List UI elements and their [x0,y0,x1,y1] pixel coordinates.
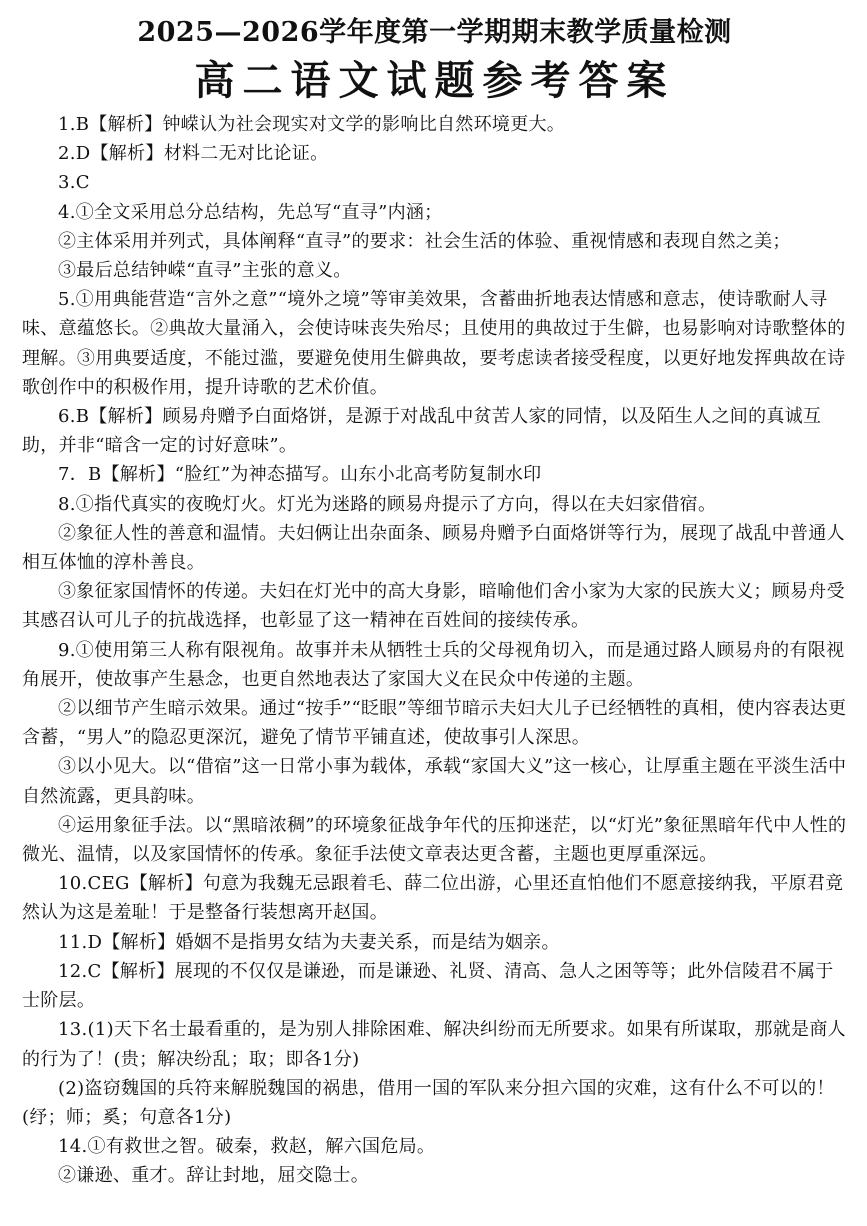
answer-14-point-2: ②谦逊、重才。辞让封地，屈交隐士。 [58,1165,370,1187]
answer-2: 2.D【解析】材料二无对比论证。 [58,143,329,165]
answer-6: 6.B【解析】顾易舟赠予白面烙饼，是源于对战乱中贫苦人家的同情，以及陌生人之间的真诚互助，并非“暗含一定的讨好意味”。 [22,406,822,457]
answer-7: 7．B【解析】“脸红”为神态描写。山东小北高考防复制水印 [58,464,542,486]
answer-8-point-2: ②象征人性的善意和温情。夫妇俩让出杂面条、顾易舟赠予白面烙饼等行为，展现了战乱中普通人相互体恤的淳朴善良。 [22,522,845,574]
answer-1: 1.B【解析】钟嵘认为社会现实对文学的影响比自然环境更大。 [58,114,566,135]
answer-9-point-4: ④运用象征手法。以“黑暗浓稠”的环境象征战争年代的压抑迷茫，以“灯光”象征黑暗年代中人性的微光、温情，以及家国情怀的传承。象征手法使文章表达更含蓄，主题也更厚重深远。 [22,814,847,866]
answer-4-point-2: ②主体采用并列式，具体阐释“直寻”的要求：社会生活的体验、重视情感和表现自然之美； [58,230,791,252]
answer-9-point-2: ②以细节产生暗示效果。通过“按手”“眨眼”等细节暗示夫妇大儿子已经牺牲的真相，使内容表达更含蓄，“男人”的隐忍更深沉，避免了情节平铺直述，使故事引人深思。 [22,698,847,749]
answer-8-point-3: ③象征家国情怀的传递。夫妇在灯光中的高大身影，暗喻他们舍小家为大家的民族大义；顾易舟受其感召认可儿子的抗战选择，也彰显了这一精神在百姓间的接续传承。 [22,581,845,632]
answer-9-point-3: ③以小见大。以“借宿”这一日常小事为载体，承载“家国大义”这一核心，让厚重主题在平淡生活中自然流露，更具韵味。 [22,756,847,807]
answer-list [22,110,847,1191]
answer-11: 11.D【解析】婚姻不是指男女结为夫妻关系，而是结为姻亲。 [58,931,560,953]
answer-4-point-1: 4.①全文采用总分总结构，先总写“直寻”内涵； [58,201,443,223]
answer-8-point-1: 8.①指代真实的夜晚灯火。灯光为迷路的顾易舟提示了方向，得以在夫妇家借宿。 [58,493,717,515]
answer-13-part-1: 13.(1)天下名士最看重的，是为别人排除困难、解决纠纷而无所要求。如果有所谋取，那就是商人的行为了！(贵；解决纷乱；取；即各1分) [22,1019,846,1070]
answer-10: 10.CEG【解析】句意为我魏无忌跟着毛、薛二位出游，心里还直怕他们不愿意接纳我，平原君竟然认为这是羞耻！于是整备行装想离开赵国。 [22,873,844,924]
answer-4-point-3: ③最后总结钟嵘“直寻”主张的意义。 [58,260,352,282]
answer-12: 12.C【解析】展现的不仅仅是谦逊，而是谦逊、礼贤、清高、急人之困等等；此外信陵君不属于士阶层。 [22,960,834,1012]
answer-14-point-1: 14.①有救世之智。破秦，救赵，解六国危局。 [58,1136,436,1158]
answer-5: 5.①用典能营造“言外之意”“境外之境”等审美效果，含蓄曲折地表达情感和意志，使诗歌耐人寻味、意蕴悠长。②典故大量涌入，会使诗味丧失殆尽；且使用的典故过于生僻，也易影响对诗歌整体的理解。③用典要适度，不能过滥，要避免使用生僻典故，要考虑读者接受程度，以更好地发挥典故在诗歌创作中的积极作用，提升诗歌的艺术价值。 [22,289,846,398]
exam-title: 2025—2026学年度第一学期期末教学质量检测 [137,17,732,48]
answer-9-point-1: 9.①使用第三人称有限视角。故事并未从牺牲士兵的父母视角切入，而是通过路人顾易舟的有限视角展开，使故事产生悬念，也更自然地表达了家国大义在民众中传递的主题。 [22,639,845,690]
document-title: 高二语文试题参考答案 [194,58,675,104]
answer-3: 3.C [58,172,90,194]
answer-13-part-2: (2)盗窃魏国的兵符来解脱魏国的祸患，借用一国的军队来分担六国的灾难，这有什么不可以的！(纾；师；奚；句意各1分) [22,1077,835,1128]
